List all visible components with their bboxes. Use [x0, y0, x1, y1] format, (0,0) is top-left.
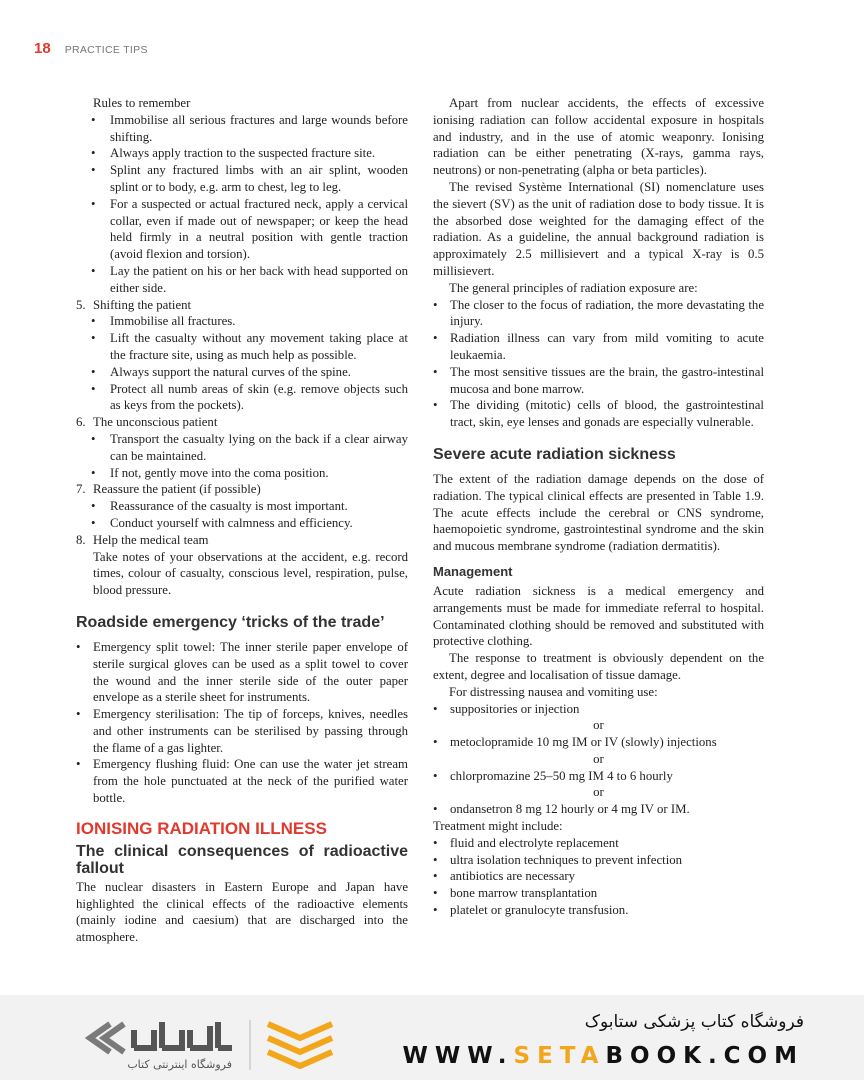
- roadside-list: [76, 639, 408, 807]
- shifting-list: [76, 313, 408, 414]
- numbered-item-7: [76, 481, 408, 498]
- item-title: Shifting the patient: [93, 297, 192, 312]
- logo-caption: فروشگاه اینترنتی کتاب: [127, 1058, 232, 1071]
- list-item: • Transport the casualty lying on the back if a clear airway can be maintained.: [76, 431, 408, 465]
- numbered-item-5: [76, 297, 408, 314]
- item-number: 5.: [76, 297, 86, 312]
- list-item: • Conduct yourself with calmness and efficiency.: [76, 515, 408, 532]
- item-number: 8.: [76, 532, 86, 547]
- treatment-intro: Treatment might include:: [433, 819, 563, 834]
- rules-heading: Rules to remember: [93, 96, 191, 110]
- list-item: • The most sensitive tissues are the brain, the gastro-intestinal mucosa and bone marrow.: [433, 364, 764, 398]
- principles-list: [433, 297, 764, 431]
- item-title: Reassure the patient (if possible): [93, 482, 261, 497]
- rules-list: [76, 112, 408, 297]
- list-item: • Emergency split towel: The inner sterile paper envelope of sterile surgical gloves can be used as a split towel to cover the wound and the inner sterile side of the outer paper envelope as a sterile sheet for instruments.: [76, 639, 408, 706]
- page-number: 18: [34, 40, 51, 57]
- list-item: • ondansetron 8 mg 12 hourly or 4 mg IV or IM.: [433, 801, 764, 818]
- numbered-item-8: [76, 532, 408, 549]
- brand-letters-icon: [134, 1022, 232, 1048]
- drug-list: [433, 768, 764, 785]
- clinical-heading: The clinical consequences of radioactive fallout: [76, 842, 408, 877]
- paragraph: The general principles of radiation exposure are:: [449, 280, 698, 295]
- list-item: • suppositories or injection: [433, 701, 764, 718]
- list-item: • Emergency flushing fluid: One can use the water jet stream from the hole punctuated at the neck of the purified water bottle.: [76, 756, 408, 806]
- list-item: • fluid and electrolyte replacement: [433, 835, 764, 852]
- unconscious-list: [76, 431, 408, 481]
- drug-list: [433, 701, 764, 718]
- roadside-heading: Roadside emergency ‘tricks of the trade’: [76, 613, 385, 631]
- paragraph: For distressing nausea and vomiting use:: [449, 684, 658, 699]
- paragraph: Apart from nuclear accidents, the effects of excessive ionising radiation can follow accidental exposure in hospitals and industry, and in the use of atomic weaponry. Ionising radiation can be either penetrating (X-rays, gamma rays, neutrons) or non-penetrating (alpha or beta particles).: [433, 96, 764, 178]
- list-item: • bone marrow transplantation: [433, 885, 764, 902]
- severe-text: The extent of the radiation damage depends on the dose of radiation. The typical clinical effects are presented in Table 1.9. The acute effects include the cerebral or CNS syndrome, haemopoietic syndrome, gastrointestinal syndrome and the skin and mucous membrane syndrome (radiation dermatitis).: [433, 471, 764, 554]
- list-item: • The closer to the focus of radiation, the more devastating the injury.: [433, 297, 764, 331]
- management-heading: Management: [433, 563, 513, 579]
- or-separator: or: [593, 751, 604, 766]
- list-item: • Radiation illness can vary from mild vomiting to acute leukaemia.: [433, 330, 764, 364]
- website-url[interactable]: [403, 1043, 804, 1069]
- numbered-item-6: [76, 414, 408, 431]
- chevron-left-icon: [90, 1024, 124, 1052]
- or-separator: or: [593, 785, 604, 800]
- list-item: • For a suspected or actual fractured neck, apply a cervical collar, even if made out of newspaper; or keep the head held firmly in a neutral position with gentle traction (avoid flexion and torsion).: [76, 196, 408, 263]
- list-item: • Protect all numb areas of skin (e.g. remove objects such as keys from the pockets).: [76, 381, 408, 415]
- item-title: The unconscious patient: [93, 415, 218, 430]
- list-item: • Always apply traction to the suspected fracture site.: [76, 145, 408, 162]
- severe-heading: Severe acute radiation sickness: [433, 445, 676, 463]
- paragraph: The revised Système International (SI) nomenclature uses the sievert (SV) as the unit of radiation dose to body tissue. It is the absorbed dose weighted for the damaging effect of the radiation. As a guideline, the annual background radiation is approximately 2.5 millisievert and a typical X-ray is 0.5 millisievert.: [433, 179, 764, 278]
- list-item: • The dividing (mitotic) cells of blood, the gastrointestinal tract, skin, eye lenses and gonads are especially vulnerable.: [433, 397, 764, 431]
- item-number: 6.: [76, 415, 86, 430]
- item-title: Help the medical team: [93, 532, 209, 547]
- list-item: • If not, gently move into the coma position.: [76, 465, 408, 482]
- drug-list: [433, 801, 764, 818]
- list-item: • Immobilise all fractures.: [76, 313, 408, 330]
- shop-name: فروشگاه کتاب پزشکی ستابوک: [584, 1012, 804, 1032]
- paragraph: The response to treatment is obviously dependent on the extent, degree and localisation of tissue damage.: [433, 651, 764, 682]
- url-accent: SETA: [513, 1043, 606, 1069]
- list-item: • Splint any fractured limbs with an air splint, wooden splint or to body, e.g. arm to chest, leg to leg.: [76, 162, 408, 196]
- right-column: [433, 95, 764, 919]
- page-header: [34, 40, 148, 60]
- list-item: • Reassurance of the casualty is most important.: [76, 498, 408, 515]
- item-number: 7.: [76, 482, 86, 497]
- list-item: • Lay the patient on his or her back with head supported on either side.: [76, 263, 408, 297]
- list-item: • ultra isolation techniques to prevent infection: [433, 852, 764, 869]
- paragraph: Acute radiation sickness is a medical emergency and arrangements must be made for immediate referral to hospital. Contaminated clothing should be removed and substituted with protective clothing.: [433, 583, 764, 649]
- list-item: • Lift the casualty without any movement taking place at the fracture site, using as much help as possible.: [76, 330, 408, 364]
- list-item: • Emergency sterilisation: The tip of forceps, knives, needles and other instruments can be sterilised by passing through the flame of a gas lighter.: [76, 706, 408, 756]
- chevron-down-icon: [268, 1024, 332, 1066]
- setabook-logo[interactable]: [82, 1016, 342, 1074]
- ionising-heading: IONISING RADIATION ILLNESS: [76, 818, 327, 838]
- list-item: • antibiotics are necessary: [433, 868, 764, 885]
- help-team-text: Take notes of your observations at the accident, e.g. record times, colour of casualty, conscious level, respiration, pulse, blood pressure.: [93, 549, 408, 598]
- list-item: • platelet or granulocyte transfusion.: [433, 902, 764, 919]
- running-title: PRACTICE TIPS: [64, 44, 148, 56]
- clinical-text: The nuclear disasters in Eastern Europe and Japan have highlighted the clinical effects of the radioactive elements (mainly iodine and caesium) that are discharged into the atmosphere.: [76, 879, 408, 945]
- reassure-list: [76, 498, 408, 532]
- or-separator: or: [593, 718, 604, 733]
- list-item: • metoclopramide 10 mg IM or IV (slowly) injections: [433, 734, 764, 751]
- url-prefix: WWW.: [402, 1043, 514, 1069]
- list-item: • Always support the natural curves of the spine.: [76, 364, 408, 381]
- list-item: • chlorpromazine 25–50 mg IM 4 to 6 hourly: [433, 768, 764, 785]
- drug-list: [433, 734, 764, 751]
- list-item: • Immobilise all serious fractures and large wounds before shifting.: [76, 112, 408, 146]
- left-column: [76, 95, 408, 946]
- treatment-list: [433, 835, 764, 919]
- url-suffix: BOOK.COM: [605, 1043, 804, 1069]
